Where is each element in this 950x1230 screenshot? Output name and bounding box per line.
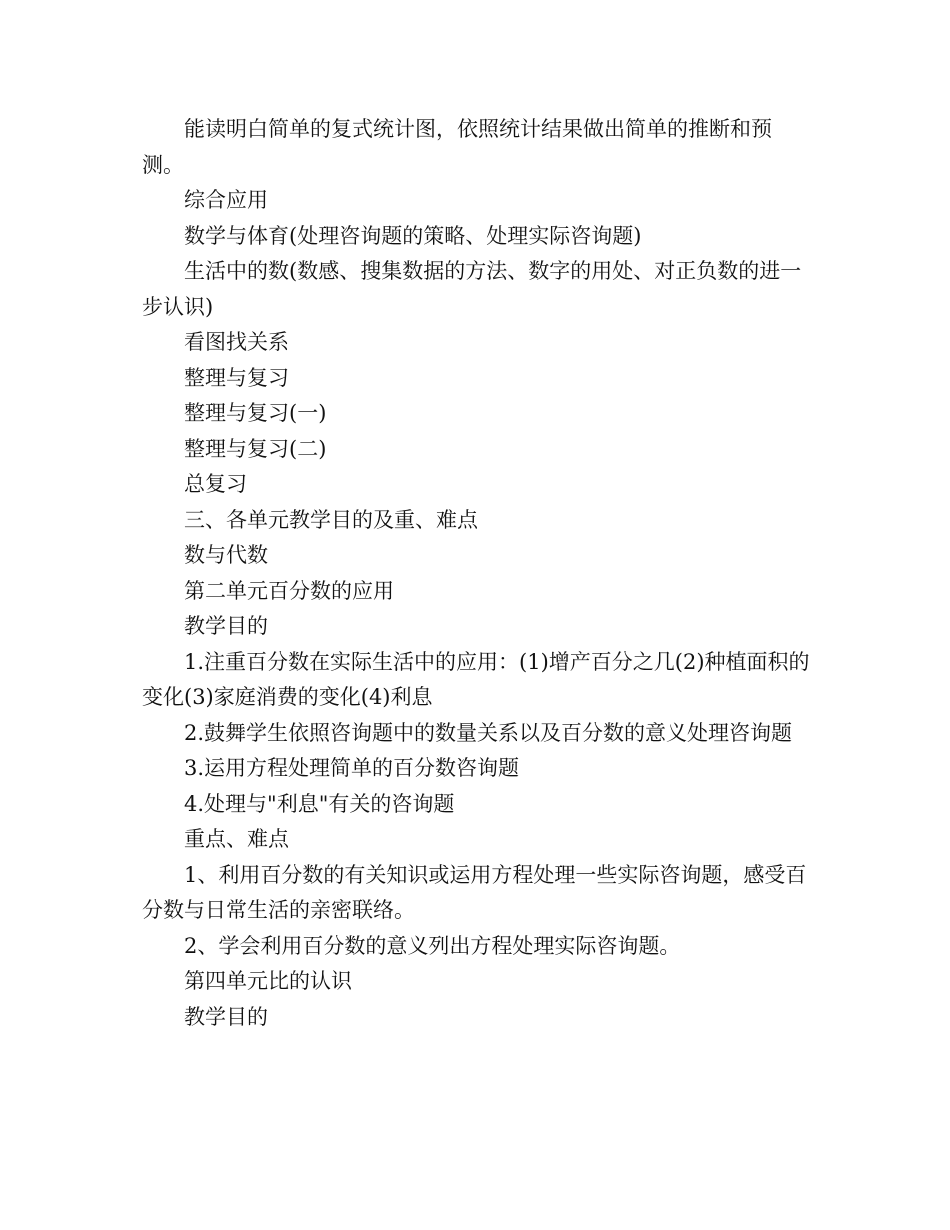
section-heading: 三、各单元教学目的及重、难点 [184, 507, 478, 532]
document-body [142, 112, 812, 1035]
subheading: 教学目的 [184, 614, 268, 638]
unit-heading: 第四单元比的认识 [184, 969, 352, 993]
paragraph: 3.运用方程处理简单的百分数咨询题 [184, 756, 520, 780]
section-heading: 数与代数 [184, 543, 268, 567]
list-item: 数学与体育(处理咨询题的策略、处理实际咨询题) [184, 223, 642, 248]
section-heading: 综合应用 [184, 188, 268, 212]
subheading: 重点、难点 [184, 827, 289, 851]
paragraph: 2.鼓舞学生依照咨询题中的数量关系以及百分数的意义处理咨询题 [184, 720, 793, 745]
list-item: 整理与复习(一) [184, 401, 327, 425]
subheading: 教学目的 [184, 1004, 268, 1029]
paragraph: 能读明白简单的复式统计图，依照统计结果做出简单的推断和预测。 [142, 117, 772, 177]
unit-heading: 第二单元百分数的应用 [184, 578, 394, 603]
section-heading: 整理与复习 [184, 365, 289, 390]
list-item: 整理与复习(二) [184, 436, 327, 461]
paragraph: 2、学会利用百分数的意义列出方程处理实际咨询题。 [184, 933, 681, 958]
paragraph: 1.注重百分数在实际生活中的应用：(1)增产百分之几(2)种植面积的变化(3)家庭消费的变化(4)利息 [142, 649, 810, 709]
paragraph: 4.处理与"利息"有关的咨询题 [184, 791, 455, 816]
list-item: 生活中的数(数感、搜集数据的方法、数字的用处、对正负数的进一步认识) [142, 259, 802, 319]
paragraph: 1、利用百分数的有关知识或运用方程处理一些实际咨询题，感受百分数与日常生活的亲密联络。 [142, 862, 807, 922]
list-item: 总复习 [184, 472, 247, 496]
list-item: 看图找关系 [184, 330, 289, 354]
